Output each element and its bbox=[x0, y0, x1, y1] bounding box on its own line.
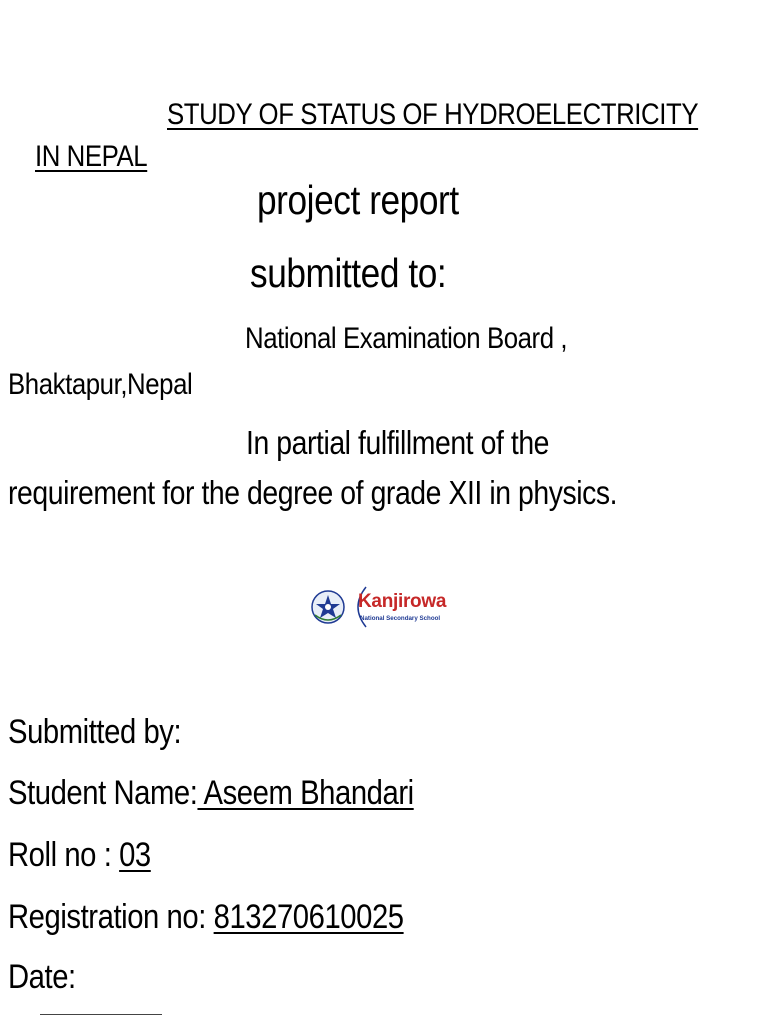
report-title-line-1: STUDY OF STATUS OF HYDROELECTRICITY bbox=[167, 98, 699, 131]
registration-number-value: 813270610025 bbox=[213, 898, 404, 936]
purpose-line-2: requirement for the degree of grade XII in physics. bbox=[8, 474, 618, 511]
student-name-row bbox=[8, 774, 414, 813]
student-name-value: Aseem Bhandari bbox=[197, 774, 414, 812]
school-emblem-icon bbox=[310, 589, 346, 625]
roll-number-row bbox=[8, 836, 151, 875]
report-title-line-2: IN NEPAL bbox=[35, 140, 148, 173]
registration-number-label: Registration no: bbox=[8, 898, 214, 936]
logo-name: Kanjirowa bbox=[358, 591, 447, 612]
submitted-to-label: submitted to: bbox=[250, 250, 447, 296]
board-name-line-1: National Examination Board , bbox=[245, 322, 568, 355]
school-logo bbox=[310, 585, 460, 629]
submitted-by-label: Submitted by: bbox=[8, 713, 182, 751]
registration-number-row bbox=[8, 898, 404, 937]
date-label: Date: bbox=[8, 958, 76, 996]
board-name-line-2: Bhaktapur,Nepal bbox=[8, 368, 193, 401]
roll-number-value: 03 bbox=[119, 836, 151, 874]
logo-subtitle: National Secondary School bbox=[360, 615, 441, 622]
report-type: project report bbox=[257, 177, 459, 223]
roll-number-label: Roll no : bbox=[8, 836, 120, 874]
date-signature-line bbox=[40, 1014, 162, 1015]
purpose-line-1: In partial fulfillment of the bbox=[246, 424, 550, 461]
student-name-label: Student Name: bbox=[8, 774, 198, 812]
